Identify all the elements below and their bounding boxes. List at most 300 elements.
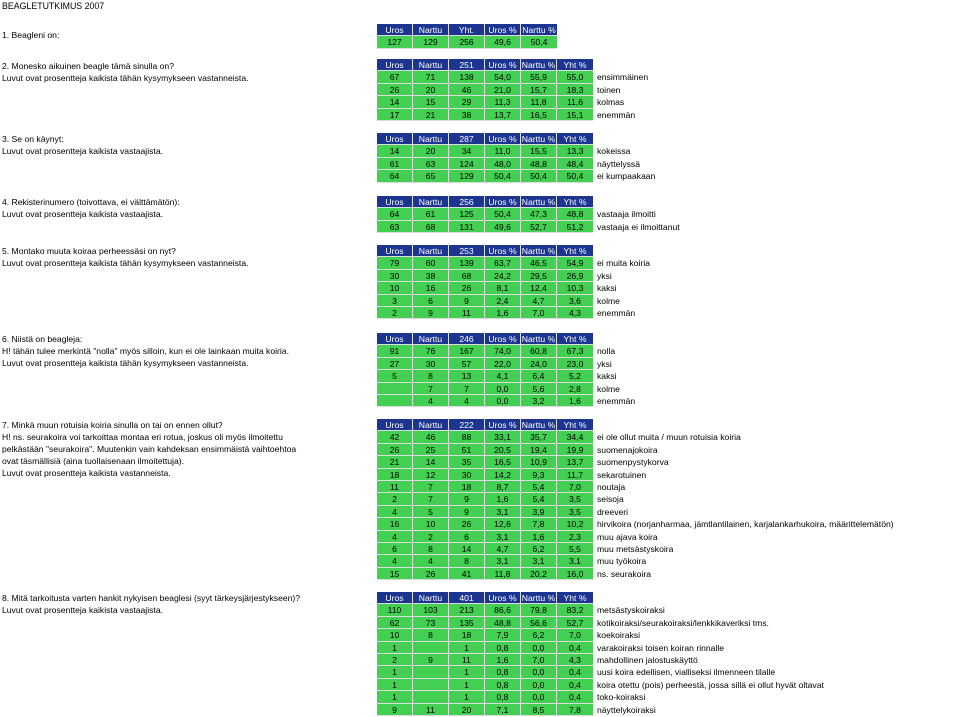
data-cell: 129 xyxy=(449,170,485,182)
data-cell: 27 xyxy=(377,358,413,370)
table-1 xyxy=(377,24,557,49)
row-label: mahdollinen jalostuskäyttö xyxy=(597,654,698,665)
data-cell: 29,5 xyxy=(521,270,557,282)
data-cell: 52,7 xyxy=(521,221,557,233)
question-title: 3. Se on käynyt: xyxy=(2,134,64,144)
row-label: metsästyskoiraksi xyxy=(597,605,665,616)
row-label: kolme xyxy=(597,295,620,306)
data-cell: 26,9 xyxy=(557,270,593,282)
data-cell: 0,0 xyxy=(485,383,521,395)
row-label: suomenpystykorva xyxy=(597,457,669,468)
data-cell: 10,2 xyxy=(557,518,593,530)
row-cells xyxy=(377,654,593,666)
table-row xyxy=(377,469,894,481)
data-cell: 11,0 xyxy=(485,145,521,157)
header-cell: Yht % xyxy=(557,59,593,71)
header-cell: Uros xyxy=(377,245,413,257)
header-cell: Uros % xyxy=(485,196,521,208)
data-cell: 3,5 xyxy=(557,506,593,518)
row-cells xyxy=(377,629,593,641)
header-cell: Uros % xyxy=(485,419,521,431)
header-cell: Uros % xyxy=(485,24,521,36)
data-cell: 2 xyxy=(377,307,413,319)
data-cell: 8,7 xyxy=(485,481,521,493)
data-cell: 3,9 xyxy=(521,506,557,518)
row-cells xyxy=(377,543,593,555)
data-cell: 16,5 xyxy=(521,109,557,121)
data-cell: 15,1 xyxy=(557,109,593,121)
row-cells xyxy=(377,71,593,83)
data-cell: 0,8 xyxy=(485,691,521,703)
data-cell: 68 xyxy=(449,270,485,282)
data-cell: 131 xyxy=(449,221,485,233)
table-row xyxy=(377,518,894,530)
table-row xyxy=(377,456,894,468)
data-cell: 7 xyxy=(413,383,449,395)
data-cell: 3,2 xyxy=(521,395,557,407)
row-cells xyxy=(377,383,593,395)
header-cell: Narttu % xyxy=(521,334,556,344)
data-cell: 5,2 xyxy=(557,370,593,382)
data-cell: 14 xyxy=(377,145,413,157)
data-cell: 14,2 xyxy=(485,469,521,481)
data-cell: 19,4 xyxy=(521,444,557,456)
data-cell: 9 xyxy=(449,295,485,307)
data-cell: 21 xyxy=(413,109,449,121)
data-cell: 51,2 xyxy=(557,221,593,233)
data-cell: 129 xyxy=(413,36,449,48)
data-cell: 63 xyxy=(377,221,413,233)
header-cell: Uros % xyxy=(485,245,521,257)
data-cell: 48,0 xyxy=(485,158,521,170)
data-cell: 2 xyxy=(377,493,413,505)
data-cell: 13,7 xyxy=(557,456,593,468)
data-cell: 16,0 xyxy=(557,568,593,580)
header-cells xyxy=(377,59,593,71)
row-label: suomenajokoira xyxy=(597,444,658,455)
data-cell: 64 xyxy=(377,170,413,182)
table-row xyxy=(377,109,648,121)
data-cell: 9,3 xyxy=(521,469,557,481)
data-cell: 3,1 xyxy=(485,531,521,543)
row-cells xyxy=(377,469,593,481)
header-total: 222 xyxy=(449,419,485,431)
table-row xyxy=(377,604,824,616)
data-cell: 125 xyxy=(449,208,485,220)
row-cells xyxy=(377,282,593,294)
row-cells xyxy=(377,481,593,493)
table-6 xyxy=(377,333,635,407)
data-cell: 79 xyxy=(377,257,413,269)
data-cell: 4 xyxy=(377,506,413,518)
data-cell: 18 xyxy=(449,481,485,493)
data-cell: 50,4 xyxy=(485,208,521,220)
data-cell: 18,3 xyxy=(557,84,593,96)
row-cells xyxy=(377,370,593,382)
data-cell: 60 xyxy=(413,257,449,269)
table-row xyxy=(377,629,824,641)
data-cell: 61 xyxy=(413,208,449,220)
row-cells xyxy=(377,666,593,678)
row-label: noutaja xyxy=(597,481,626,492)
data-cell: 2,8 xyxy=(557,383,593,395)
data-cell: 1,6 xyxy=(557,395,593,407)
row-cells xyxy=(377,431,593,443)
data-cell: 23,0 xyxy=(557,358,593,370)
table-row xyxy=(377,506,894,518)
row-label: ei ole ollut muita / muun rotuisia koiria xyxy=(597,432,741,443)
data-cell: 5,6 xyxy=(521,383,557,395)
question-title: 4. Rekisterinumero (toivottava, ei välttämätön): xyxy=(2,197,180,207)
data-cell: 30 xyxy=(377,270,413,282)
table-row xyxy=(377,568,894,580)
data-cell: 1 xyxy=(377,666,413,678)
data-cell: 110 xyxy=(377,604,413,616)
table-header-row xyxy=(377,196,680,208)
header-cell: Yht % xyxy=(557,245,593,257)
data-cell: 26 xyxy=(449,518,485,530)
data-cell: 61 xyxy=(377,158,413,170)
header-cell: Yht % xyxy=(557,592,593,604)
row-label: koira otettu (pois) perheestä, jossa sillä ei ollut hyvät oltavat xyxy=(597,679,824,690)
data-cell: 6 xyxy=(449,531,485,543)
header-total: 401 xyxy=(449,592,485,604)
data-cell: 127 xyxy=(377,36,413,48)
table-row xyxy=(377,145,655,157)
data-cell: 20 xyxy=(413,84,449,96)
data-cell: 26 xyxy=(413,568,449,580)
data-cell: 0,0 xyxy=(521,691,557,703)
data-cell: 135 xyxy=(449,617,485,629)
data-cell: 124 xyxy=(449,158,485,170)
data-cell: 71 xyxy=(413,71,449,83)
row-cells xyxy=(377,221,593,233)
row-label: kotikoiraksi/seurakoiraksi/lenkkikaveriksi tms. xyxy=(597,617,769,628)
data-cell: 30 xyxy=(413,358,449,370)
data-cell: 68 xyxy=(413,221,449,233)
table-row xyxy=(377,704,824,716)
data-cell: 1,6 xyxy=(485,654,521,666)
data-cell: 33,1 xyxy=(485,431,521,443)
data-cell: 54,9 xyxy=(557,257,593,269)
data-cell: 9 xyxy=(449,506,485,518)
data-cell xyxy=(413,679,449,691)
data-cell: 13,3 xyxy=(557,145,593,157)
row-label: kokeissa xyxy=(597,146,631,157)
data-cell: 138 xyxy=(449,71,485,83)
data-cell xyxy=(413,666,449,678)
header-cell: Narttu xyxy=(413,592,449,604)
data-cell: 0,8 xyxy=(485,666,521,678)
data-cell: 1 xyxy=(449,642,485,654)
data-cell: 46 xyxy=(449,84,485,96)
table-header-row xyxy=(377,59,648,71)
data-cell: 0,8 xyxy=(485,679,521,691)
data-cell: 38 xyxy=(413,270,449,282)
question-6 xyxy=(2,333,382,369)
table-row xyxy=(377,481,894,493)
question-note: pelkästään "seurakoira". Muutenkin vain kahdeksan ensimmäistä vaihtoehtoa xyxy=(2,444,297,454)
data-cell: 56,6 xyxy=(521,617,557,629)
data-cell: 55,9 xyxy=(521,71,557,83)
row-cells xyxy=(377,257,593,269)
data-cell: 73 xyxy=(413,617,449,629)
data-cell: 0,0 xyxy=(485,395,521,407)
data-cell: 50,4 xyxy=(521,170,557,182)
data-cell: 12,4 xyxy=(521,282,557,294)
header-cell: Uros xyxy=(377,419,413,431)
data-cell: 1,6 xyxy=(485,493,521,505)
data-cell: 8,1 xyxy=(485,282,521,294)
row-label: enemmän xyxy=(597,109,636,120)
data-cell xyxy=(413,691,449,703)
data-cell: 2,4 xyxy=(485,295,521,307)
table-row xyxy=(377,679,824,691)
data-cell: 3 xyxy=(377,295,413,307)
question-title: 8. Mitä tarkoitusta varten hankit nykyisen beaglesi (syyt tärkeysjärjestykseen)? xyxy=(2,593,301,603)
data-cell: 18 xyxy=(377,469,413,481)
header-cell: Narttu % xyxy=(522,25,556,35)
data-cell: 62 xyxy=(377,617,413,629)
table-row xyxy=(377,654,824,666)
data-cell: 3,5 xyxy=(557,493,593,505)
question-3 xyxy=(2,133,382,157)
data-cell: 86,6 xyxy=(485,604,521,616)
data-cell: 48,4 xyxy=(557,158,593,170)
data-cell: 1,6 xyxy=(521,531,557,543)
data-cell: 7 xyxy=(413,481,449,493)
header-total: 253 xyxy=(449,245,485,257)
data-cell: 20,2 xyxy=(521,568,557,580)
data-cell: 13 xyxy=(449,370,485,382)
row-label: varakoiraksi toisen koiran rinnalle xyxy=(597,642,725,653)
header-cell: Narttu % xyxy=(521,134,556,144)
table-3 xyxy=(377,133,655,183)
data-cell: 7 xyxy=(413,493,449,505)
row-cells xyxy=(377,444,593,456)
row-label: dreeveri xyxy=(597,506,629,517)
data-cell: 7,1 xyxy=(485,704,521,716)
table-row xyxy=(377,370,635,382)
row-cells xyxy=(377,506,593,518)
data-cell: 167 xyxy=(449,345,485,357)
data-cell: 8 xyxy=(413,629,449,641)
data-cell: 10 xyxy=(413,518,449,530)
data-cell: 7,8 xyxy=(521,518,557,530)
row-cells xyxy=(377,109,593,121)
row-cells xyxy=(377,642,593,654)
row-label: ei kumpaakaan xyxy=(597,171,656,182)
row-cells xyxy=(377,96,593,108)
question-7 xyxy=(2,419,382,479)
data-cell: 10,3 xyxy=(557,282,593,294)
data-cell: 48,8 xyxy=(485,617,521,629)
header-cell: Uros xyxy=(377,24,413,36)
row-label: muu metsästyskoira xyxy=(597,543,674,554)
data-cell: 6 xyxy=(413,295,449,307)
data-cell: 13,7 xyxy=(485,109,521,121)
row-label: ensimmäinen xyxy=(597,72,649,83)
header-cell: Narttu xyxy=(413,333,449,345)
data-cell: 5 xyxy=(377,370,413,382)
header-cell: Narttu % xyxy=(521,420,556,430)
data-cell: 103 xyxy=(413,604,449,616)
data-cell: 8 xyxy=(413,370,449,382)
data-cell: 11,8 xyxy=(485,568,521,580)
header-cell: Narttu % xyxy=(521,197,556,207)
question-note: Luvut ovat prosentteja kaikista vastaajista. xyxy=(2,209,163,219)
data-cell: 49,6 xyxy=(485,221,521,233)
page-title: BEAGLETUTKIMUS 2007 xyxy=(2,1,105,11)
data-cell: 63,7 xyxy=(485,257,521,269)
header-cell: Yht % xyxy=(557,133,593,145)
data-cell: 5,4 xyxy=(521,493,557,505)
header-cell: Uros % xyxy=(485,592,521,604)
row-label: ei muita koiria xyxy=(597,258,651,269)
header-cells xyxy=(377,245,593,257)
data-cell: 3,1 xyxy=(557,555,593,567)
data-cell: 8 xyxy=(413,543,449,555)
question-8 xyxy=(2,592,382,616)
data-cell: 16 xyxy=(377,518,413,530)
question-1 xyxy=(2,29,382,41)
data-cell: 50,4 xyxy=(521,36,557,48)
row-label: näyttelykoiraksi xyxy=(597,704,656,715)
data-cell: 0,0 xyxy=(521,666,557,678)
data-cell: 6,4 xyxy=(521,370,557,382)
data-cell: 4 xyxy=(413,395,449,407)
row-label: yksi xyxy=(597,358,612,369)
row-label: koekoiraksi xyxy=(597,630,640,641)
data-cell: 11,7 xyxy=(557,469,593,481)
data-cell: 46,5 xyxy=(521,257,557,269)
question-note: Luvut ovat prosentteja kaikista vastaajista. xyxy=(2,605,163,615)
data-cell: 26 xyxy=(377,444,413,456)
data-cell: 20,5 xyxy=(485,444,521,456)
data-cell: 15,7 xyxy=(521,84,557,96)
data-cell: 15 xyxy=(377,568,413,580)
data-cell: 1 xyxy=(449,679,485,691)
header-cell: Uros % xyxy=(485,333,521,345)
data-cell: 24,2 xyxy=(485,270,521,282)
row-cells xyxy=(377,145,593,157)
data-cell: 4 xyxy=(413,555,449,567)
data-cell: 3,1 xyxy=(485,506,521,518)
data-cell: 139 xyxy=(449,257,485,269)
row-cells xyxy=(377,170,593,182)
table-row xyxy=(377,431,894,443)
data-cell: 0,0 xyxy=(521,642,557,654)
row-label: toko-koiraksi xyxy=(597,692,646,703)
data-cell: 0,0 xyxy=(521,679,557,691)
row-cells xyxy=(377,456,593,468)
row-cells xyxy=(377,395,593,407)
question-note: H! ns. seurakoira voi tarkoittaa montaa eri rotua, joskus oli myös ilmoitettu xyxy=(2,432,283,442)
question-note: H! tähän tulee merkintä "nolla" myös silloin, kun ei ole lainkaan muita koiria. xyxy=(2,346,289,356)
header-cell: Narttu % xyxy=(521,60,556,70)
row-cells xyxy=(377,345,593,357)
header-cell: Uros % xyxy=(485,133,521,145)
row-cells xyxy=(377,84,593,96)
table-row xyxy=(377,221,680,233)
data-cell: 14 xyxy=(377,96,413,108)
data-cell: 18 xyxy=(449,629,485,641)
data-cell: 48,8 xyxy=(521,158,557,170)
table-row xyxy=(377,307,650,319)
data-cell: 48,8 xyxy=(557,208,593,220)
data-cell xyxy=(377,383,413,395)
data-cell: 8,5 xyxy=(521,704,557,716)
row-cells xyxy=(377,518,593,530)
data-cell: 4,7 xyxy=(485,543,521,555)
header-cell: Narttu xyxy=(413,196,449,208)
data-cell: 1 xyxy=(377,679,413,691)
data-cell: 25 xyxy=(413,444,449,456)
row-cells xyxy=(377,555,593,567)
data-cell: 2 xyxy=(377,654,413,666)
data-cell: 64 xyxy=(377,208,413,220)
data-cell: 76 xyxy=(413,345,449,357)
table-header-row xyxy=(377,592,824,604)
row-label: nolla xyxy=(597,346,616,357)
data-cell: 16 xyxy=(413,282,449,294)
data-cell: 1 xyxy=(449,666,485,678)
table-4 xyxy=(377,196,680,233)
table-row xyxy=(377,395,635,407)
data-cell: 26 xyxy=(449,282,485,294)
table-row xyxy=(377,617,824,629)
data-cell: 4 xyxy=(377,531,413,543)
row-cells xyxy=(377,208,593,220)
table-row xyxy=(377,666,824,678)
data-cell: 65 xyxy=(413,170,449,182)
table-row xyxy=(377,531,894,543)
data-cell: 30 xyxy=(449,469,485,481)
question-5 xyxy=(2,245,382,269)
data-cell: 11 xyxy=(449,654,485,666)
header-total: 251 xyxy=(449,59,485,71)
header-cell: Narttu % xyxy=(521,246,556,256)
data-cell: 3,1 xyxy=(521,555,557,567)
table-row xyxy=(377,295,650,307)
data-cell: 213 xyxy=(449,604,485,616)
data-cell: 4 xyxy=(449,395,485,407)
header-cell: Uros xyxy=(377,592,413,604)
data-cell: 5,4 xyxy=(521,481,557,493)
row-label: kaksi xyxy=(597,283,617,294)
data-cell: 14 xyxy=(413,456,449,468)
data-cell: 4,7 xyxy=(521,295,557,307)
data-cell: 5,5 xyxy=(557,543,593,555)
data-cell: 24,0 xyxy=(521,358,557,370)
data-cell: 2,3 xyxy=(557,531,593,543)
data-cell: 9 xyxy=(377,704,413,716)
row-cells xyxy=(377,493,593,505)
header-cell: Uros % xyxy=(485,59,521,71)
header-cells xyxy=(377,133,593,145)
header-cell: Narttu xyxy=(413,245,449,257)
data-cell: 11 xyxy=(449,307,485,319)
data-cell xyxy=(413,642,449,654)
data-cell: 17 xyxy=(377,109,413,121)
header-cell: Uros xyxy=(377,133,413,145)
table-header-row xyxy=(377,245,650,257)
header-cells xyxy=(377,333,593,345)
data-cell: 46 xyxy=(413,431,449,443)
row-label: yksi xyxy=(597,270,612,281)
data-cell: 20 xyxy=(413,145,449,157)
data-cell: 88 xyxy=(449,431,485,443)
